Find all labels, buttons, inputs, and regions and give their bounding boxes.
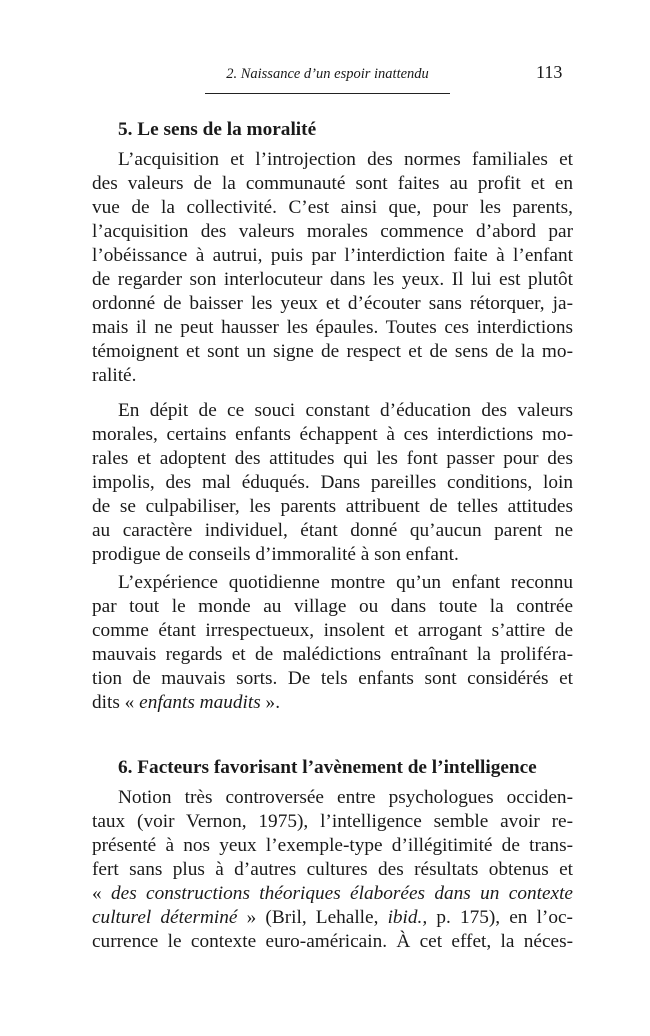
text-span: de se culpabiliser, les parents attribuent de telles attitudes xyxy=(92,496,573,517)
text-span: ralité. xyxy=(92,365,137,386)
italic-text: culturel déterminé xyxy=(92,907,238,928)
italic-text: des constructions théoriques élaborées dans un contexte xyxy=(111,883,573,904)
text-line xyxy=(92,220,573,244)
text-span: p. 175), en l’oc- xyxy=(427,907,573,928)
text-line xyxy=(92,340,573,364)
text-span: ». xyxy=(260,692,281,713)
text-span: fert sans plus à d’autres cultures des résultats obtenus et xyxy=(92,859,573,880)
text-span: taux (voir Vernon, 1975), l’intelligence semble avoir re- xyxy=(92,811,573,832)
text-line xyxy=(118,786,573,810)
text-span: En dépit de ce souci constant d’éducation des valeurs xyxy=(118,400,573,421)
text-line xyxy=(92,495,573,519)
text-span: mauvais regards et de malédictions entraînant la proliféra- xyxy=(92,644,573,665)
text-span: « xyxy=(92,883,111,904)
text-span: au caractère individuel, étant donné qu’aucun parent ne xyxy=(92,520,573,541)
text-line xyxy=(92,423,573,447)
text-line xyxy=(118,571,573,595)
text-span: 6. Facteurs favorisant l’avènement de l’intelligence xyxy=(118,757,537,778)
text-line xyxy=(92,834,573,858)
text-line xyxy=(92,858,573,882)
text-line xyxy=(92,595,573,619)
italic-text: enfants maudits xyxy=(139,692,261,713)
text-line xyxy=(92,268,573,292)
text-line xyxy=(92,519,573,543)
text-span: currence le contexte euro-américain. À cet effet, la néces- xyxy=(92,931,573,952)
text-span: L’expérience quotidienne montre qu’un enfant reconnu xyxy=(118,572,573,593)
text-line xyxy=(92,543,573,567)
text-span: présenté à nos yeux l’exemple-type d’illégitimité de trans- xyxy=(92,835,573,856)
text-span: prodigue de conseils d’immoralité à son enfant. xyxy=(92,544,459,565)
text-span: L’acquisition et l’introjection des normes familiales et xyxy=(118,149,573,170)
text-span: rales et adoptent des attitudes qui les font passer pour des xyxy=(92,448,573,469)
text-line xyxy=(92,691,573,715)
page-number: 113 xyxy=(536,62,563,82)
text-line xyxy=(118,399,573,423)
text-span: 5. Le sens de la moralité xyxy=(118,119,317,140)
text-line xyxy=(118,148,573,172)
text-span: comme étant irrespectueux, insolent et arrogant s’attire de xyxy=(92,620,573,641)
running-header: 2. Naissance d’un espoir inattendu xyxy=(226,66,429,82)
text-line xyxy=(92,244,573,268)
text-span: ordonné de baisser les yeux et d’écouter sans rétorquer, ja- xyxy=(92,293,573,314)
text-line xyxy=(92,906,573,930)
text-span: » (Bril, Lehalle, xyxy=(237,907,388,928)
text-span: impolis, des mal éduqués. Dans pareilles conditions, loin xyxy=(92,472,573,493)
text-span: de regarder son interlocuteur dans les yeux. Il lui est plutôt xyxy=(92,269,573,290)
text-line xyxy=(92,172,573,196)
text-span: l’acquisition des valeurs morales commence d’abord par xyxy=(92,221,573,242)
text-span: Notion très controversée entre psychologues occiden- xyxy=(118,787,573,808)
italic-text: ibid., xyxy=(387,907,428,928)
text-line xyxy=(92,447,573,471)
text-line xyxy=(92,364,573,388)
text-line xyxy=(92,619,573,643)
text-span: tion de mauvais sorts. De tels enfants sont considérés et xyxy=(92,668,573,689)
text-span: l’obéissance à autrui, puis par l’interdiction faite à l’enfant xyxy=(92,245,573,266)
text-line xyxy=(92,810,573,834)
text-line xyxy=(92,882,573,906)
text-span: témoignent et sont un signe de respect et de sens de la mo- xyxy=(92,341,573,362)
text-line xyxy=(92,471,573,495)
text-line xyxy=(92,667,573,691)
section-heading xyxy=(118,118,573,142)
text-span: morales, certains enfants échappent à ces interdictions mo- xyxy=(92,424,573,445)
text-span: mais il ne peut hausser les épaules. Toutes ces interdictions xyxy=(92,317,573,338)
text-span: par tout le monde au village ou dans toute la contrée xyxy=(92,596,573,617)
text-line xyxy=(92,643,573,667)
text-span: des valeurs de la communauté sont faites au profit et en xyxy=(92,173,573,194)
text-line xyxy=(92,292,573,316)
header-rule xyxy=(205,93,450,94)
section-heading xyxy=(118,756,573,780)
text-span: dits « xyxy=(92,692,140,713)
text-line xyxy=(92,196,573,220)
text-span: vue de la collectivité. C’est ainsi que, pour les parents, xyxy=(92,197,573,218)
text-line xyxy=(92,930,573,954)
text-line xyxy=(92,316,573,340)
